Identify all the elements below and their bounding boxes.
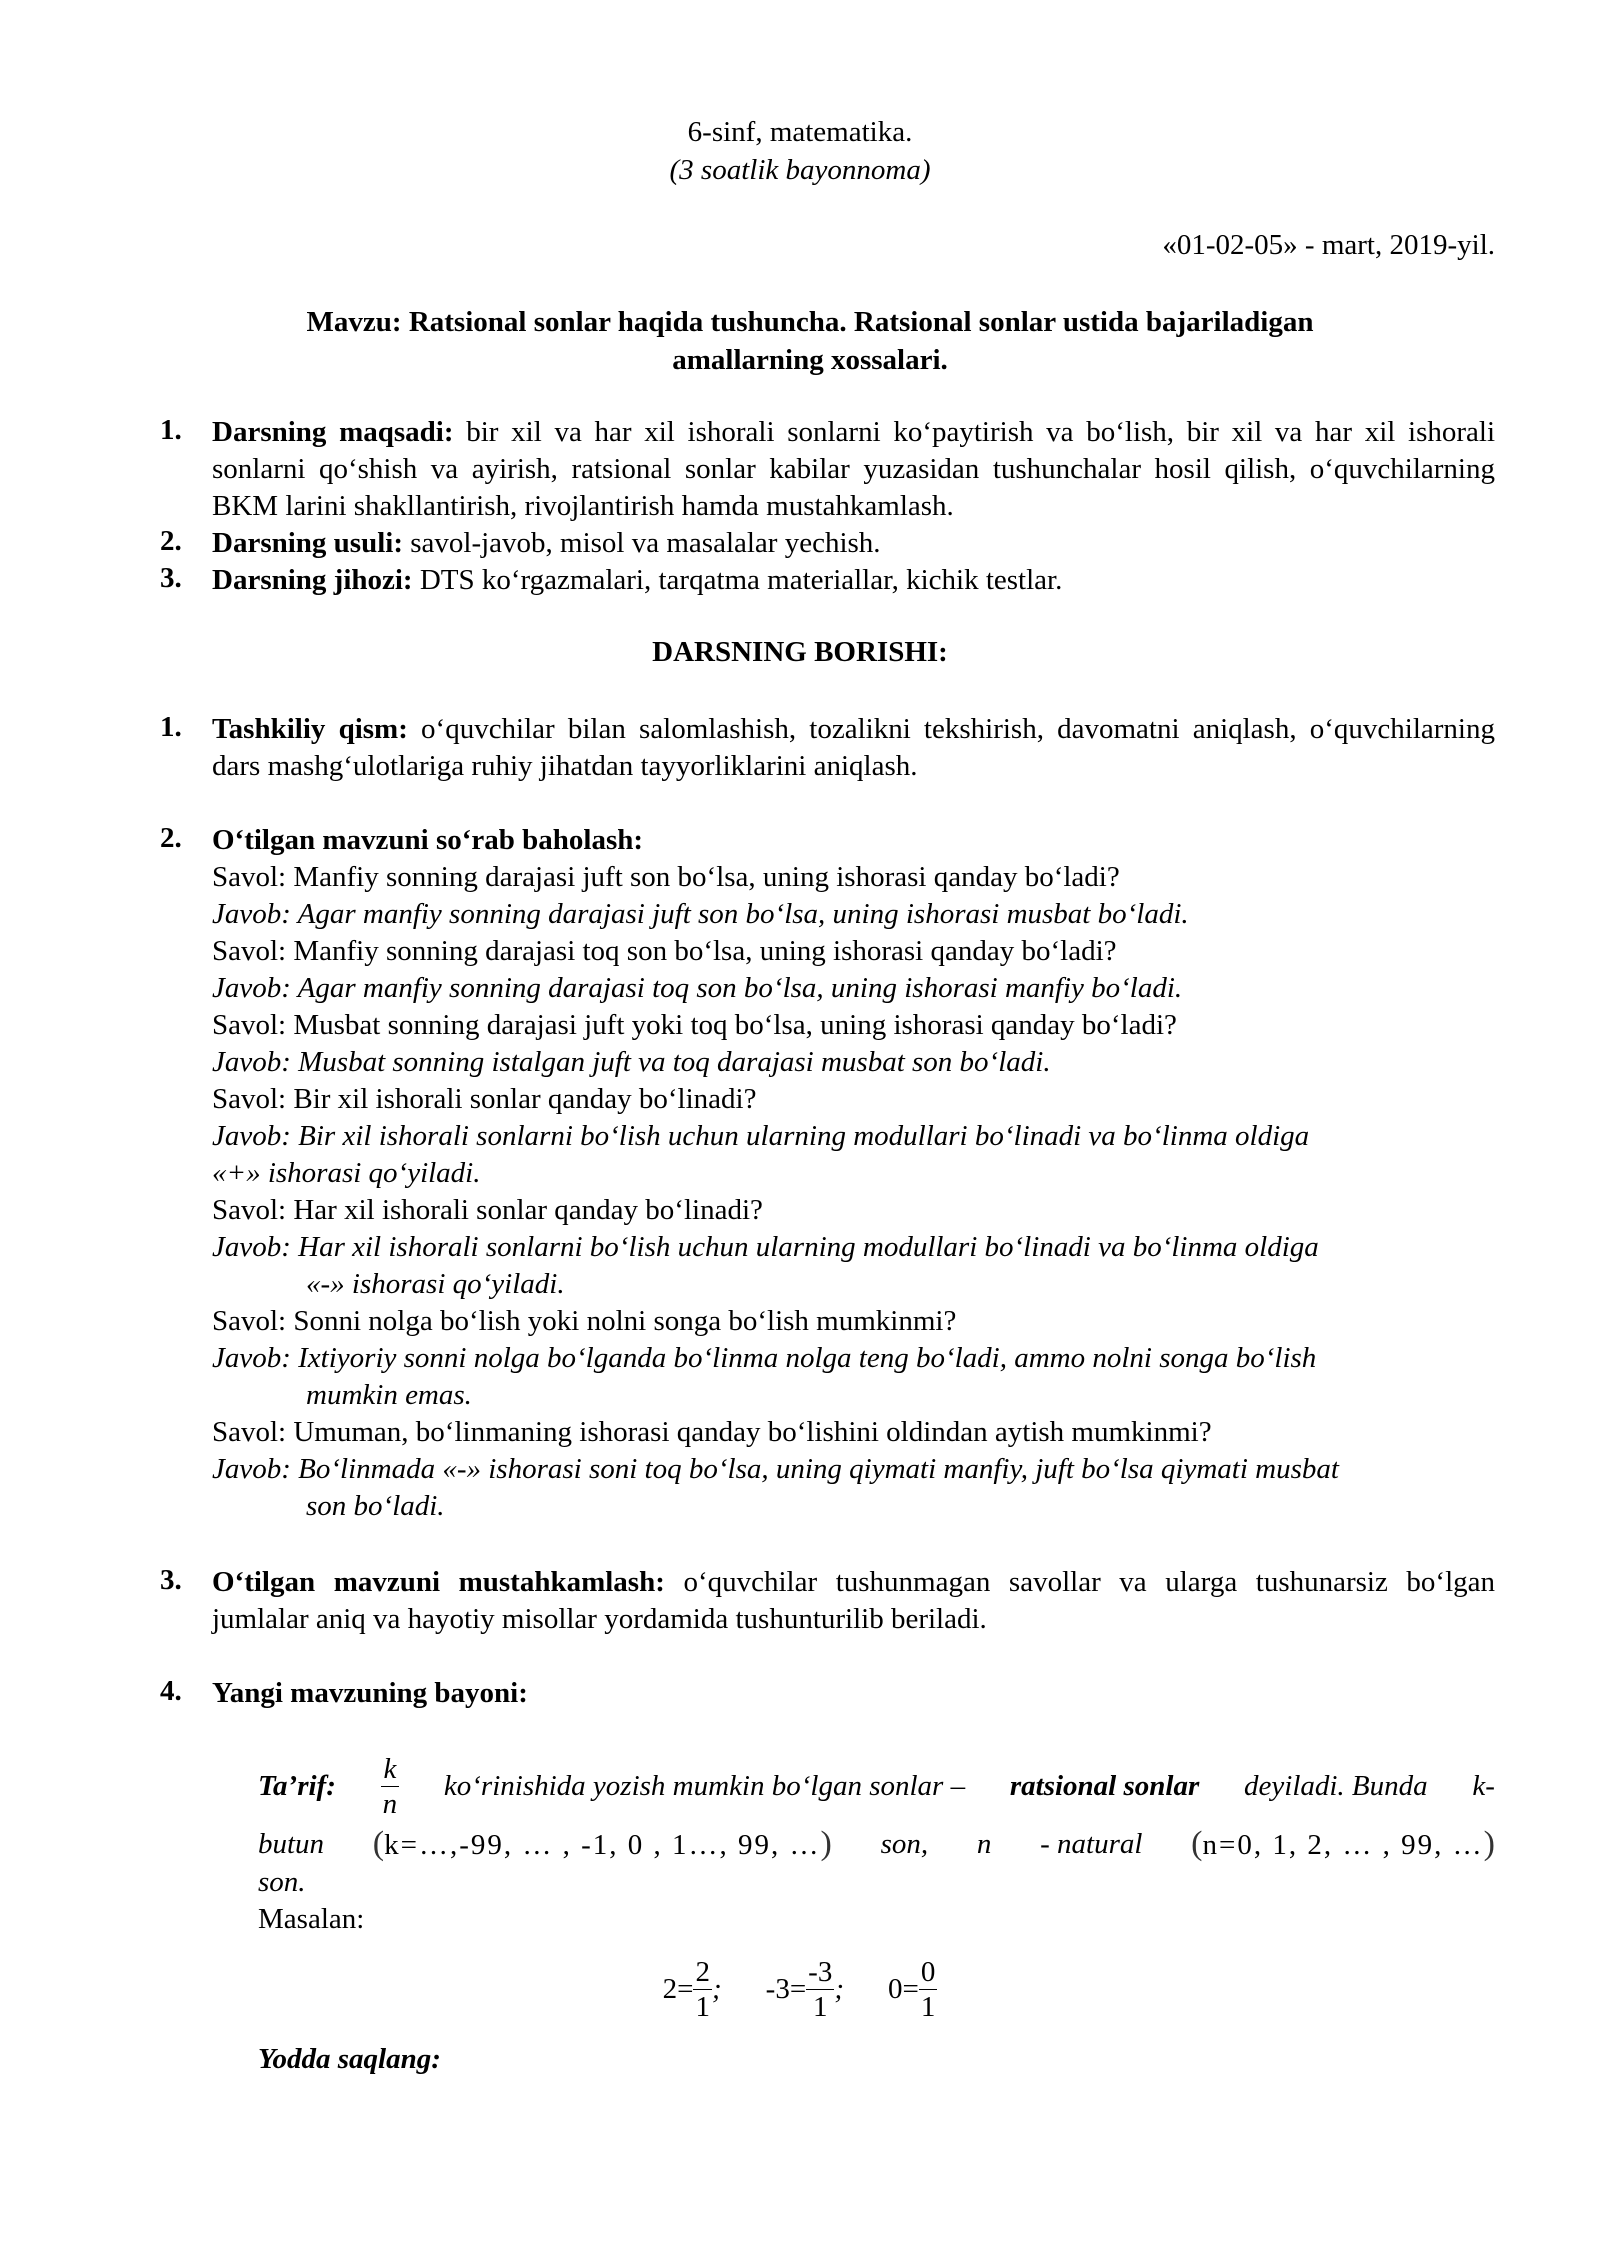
topic-line2: amallarning xossalari. xyxy=(672,344,948,376)
topic-title xyxy=(230,303,1390,379)
answer-line: Javob: Bir xil ishorali sonlarni bo‘lish uchun ularning modullari bo‘linadi va bo‘linma oldiga xyxy=(212,1120,1310,1152)
topic-label: Mavzu: xyxy=(306,306,402,338)
definition-line2 xyxy=(258,1825,1495,1864)
question-line: Savol: Umuman, bo‘linmaning ishorasi qanday bo‘lishini oldindan aytish mumkinmi? xyxy=(212,1416,1212,1448)
right-paren: ) xyxy=(1483,1825,1495,1862)
example-lhs: -3= xyxy=(765,1973,807,2005)
goal-label: Darsning maqsadi: xyxy=(212,416,454,448)
goal-text: savol-javob, misol va masalalar yechish. xyxy=(410,527,881,559)
left-paren: ( xyxy=(1191,1825,1203,1862)
variable-k xyxy=(1472,1768,1495,1805)
goal-text: DTS ko‘rgazmalari, tarqatma materiallar, kichik testlar. xyxy=(419,564,1063,596)
right-paren: ) xyxy=(820,1825,832,1862)
variable-k-text: k xyxy=(1472,1770,1486,1802)
goal-item xyxy=(212,562,1495,599)
section-number: 3. xyxy=(160,1564,182,1596)
definition-line1 xyxy=(258,1752,1495,1821)
answer-line: Javob: Har xil ishorali sonlarni bo‘lish uchun ularning modullari bo‘linadi va bo‘linma oldiga xyxy=(212,1231,1319,1263)
n-set-values: n=0, 1, 2, … , 99, … xyxy=(1202,1829,1484,1861)
procedure-heading: DARSNING BORISHI: xyxy=(652,636,948,668)
question-line: Savol: Manfiy sonning darajasi juft son bo‘lsa, uning ishorasi qanday bo‘ladi? xyxy=(212,861,1120,893)
section-text: o‘quvchilar bilan salomlashish, tozalikni tekshirish, davomatni aniqlash, o‘quvchilarning dars mashg‘ulotlariga ruhiy jihatdan tayyorliklarini aniqlash. xyxy=(212,713,1495,782)
grade-line: 6-sinf, matematika. xyxy=(687,116,913,148)
example-item xyxy=(663,1955,722,2024)
plan-type: (3 soatlik bayonnoma) xyxy=(669,154,931,186)
answer-line: son bo‘ladi. xyxy=(306,1490,445,1522)
examples-row xyxy=(0,1955,1600,2024)
topic-line1: Ratsional sonlar haqida tushuncha. Ratsional sonlar ustida bajariladigan xyxy=(408,306,1314,338)
left-paren: ( xyxy=(372,1825,385,1862)
answer-line: Javob: Bo‘linmada «-» ishorasi soni toq bo‘lsa, uning qiymati manfiy, juft bo‘lsa qiymati musbat xyxy=(212,1453,1339,1485)
section-review xyxy=(212,822,1495,1525)
example-fraction xyxy=(693,1955,712,2024)
example-lhs: 0= xyxy=(888,1973,919,2005)
example-fraction xyxy=(806,1955,834,2024)
example-fraction xyxy=(919,1955,938,2024)
k-over-n-fraction xyxy=(381,1752,400,1821)
section-number: 2. xyxy=(160,822,182,854)
section-text: o‘quvchilar tushunmagan savollar va ularga tushunarsiz bo‘lgan jumlalar aniq va hayotiy misollar yordamida tushunturilib beriladi. xyxy=(212,1566,1496,1635)
fraction-numerator: k xyxy=(381,1752,400,1787)
fraction-denominator: n xyxy=(382,1788,398,1820)
definition-block xyxy=(258,1752,1495,1938)
n-set xyxy=(1191,1825,1495,1864)
section-number: 1. xyxy=(160,711,182,743)
k-set-values: k=…,-99, … , -1, 0 , 1…, 99, … xyxy=(384,1829,821,1861)
question-line: Savol: Manfiy sonning darajasi toq son bo‘lsa, uning ishorasi qanday bo‘ladi? xyxy=(212,935,1117,967)
answer-line: Javob: Agar manfiy sonning darajasi toq son bo‘lsa, uning ishorasi manfiy bo‘ladi. xyxy=(212,972,1183,1004)
answer-line: Javob: Musbat sonning istalgan juft va toq darajasi musbat son bo‘ladi. xyxy=(212,1046,1051,1078)
definition-term: ratsional sonlar xyxy=(1009,1770,1200,1802)
goal-label: Darsning usuli: xyxy=(212,527,403,559)
goal-number: 3. xyxy=(160,562,182,594)
example-separator: ; xyxy=(834,1973,845,2005)
butun-word: butun xyxy=(258,1828,325,1860)
section-label: O‘tilgan mavzuni so‘rab baholash: xyxy=(212,824,644,856)
question-line: Savol: Musbat sonning darajasi juft yoki toq bo‘lsa, uning ishorasi qanday bo‘ladi? xyxy=(212,1009,1177,1041)
answer-line: «-» ishorasi qo‘yiladi. xyxy=(306,1268,565,1300)
goal-item xyxy=(212,414,1495,525)
goal-number: 2. xyxy=(160,525,182,557)
fraction-denominator: 1 xyxy=(920,1991,936,2023)
example-item xyxy=(888,1955,937,2024)
example-separator: ; xyxy=(711,1973,722,2005)
answer-line: «+» ishorasi qo‘yiladi. xyxy=(212,1157,481,1189)
goal-label: Darsning jihozi: xyxy=(212,564,413,596)
section-label: O‘tilgan mavzuni mustahkamlash: xyxy=(212,1566,665,1598)
son-n-word: son, xyxy=(880,1828,929,1860)
fraction-denominator: 1 xyxy=(695,1991,710,2023)
definition-text-a: ko‘rinishida yozish mumkin bo‘lgan sonlar – xyxy=(443,1770,966,1802)
goal-text: bir xil va har xil ishorali sonlarni ko‘paytirish va bo‘lish, bir xil va har xil ishorali sonlarni qo‘shish va ayirish, ratsional sonlar kabilar yuzasidan tushunchalar hosil qilish, o‘quvchilarning BKM larini shakllantirish, rivojlantirish hamda mustahkamlash. xyxy=(212,416,1496,522)
answer-line: Javob: Ixtiyoriy sonni nolga bo‘lganda bo‘linma nolga teng bo‘ladi, ammo nolni songa bo‘lish xyxy=(212,1342,1317,1374)
examples-label: Masalan: xyxy=(258,1903,365,1935)
example-lhs: 2= xyxy=(662,1973,694,2005)
definition-label: Ta’rif: xyxy=(258,1770,336,1802)
fraction-numerator: 0 xyxy=(920,1956,936,1988)
answer-line: Javob: Agar manfiy sonning darajasi juft son bo‘lsa, uning ishorasi musbat bo‘ladi. xyxy=(212,898,1189,930)
section-new-topic: Yangi mavzuning bayoni: xyxy=(212,1677,528,1709)
variable-n: n xyxy=(976,1828,992,1860)
fraction-numerator: 2 xyxy=(695,1956,710,1988)
goal-item xyxy=(212,525,1495,562)
date-line: «01-02-05» - mart, 2019-yil. xyxy=(1162,229,1495,261)
dash: - xyxy=(1485,1770,1495,1802)
definition-line3: son. xyxy=(258,1866,306,1898)
section-label: Tashkiliy qism: xyxy=(212,713,408,745)
question-line: Savol: Har xil ishorali sonlar qanday bo‘linadi? xyxy=(212,1194,763,1226)
example-item xyxy=(766,1955,844,2024)
remember-heading: Yodda saqlang: xyxy=(258,2043,441,2075)
goal-number: 1. xyxy=(160,414,182,446)
fraction-denominator: 1 xyxy=(813,1991,828,2023)
question-line: Savol: Bir xil ishorali sonlar qanday bo‘linadi? xyxy=(212,1083,757,1115)
section-organizational xyxy=(212,711,1495,785)
answer-line: mumkin emas. xyxy=(306,1379,472,1411)
question-line: Savol: Sonni nolga bo‘lish yoki nolni songa bo‘lish mumkinmi? xyxy=(212,1305,957,1337)
k-set xyxy=(373,1825,832,1864)
natural-word: - natural xyxy=(1040,1828,1143,1860)
definition-text-b: deyiladi. Bunda xyxy=(1244,1770,1428,1802)
section-number: 4. xyxy=(160,1675,182,1707)
section-reinforcement xyxy=(212,1564,1495,1638)
fraction-numerator: -3 xyxy=(808,1956,833,1988)
